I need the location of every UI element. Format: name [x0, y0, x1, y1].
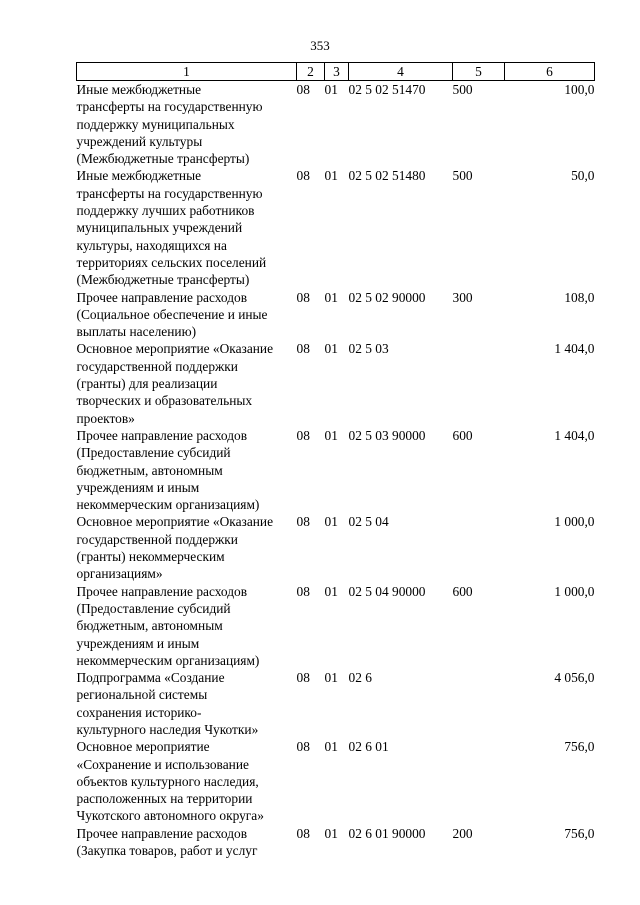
column-header: 5	[453, 63, 505, 81]
row-name: Иные межбюджетные трансферты на государственную поддержку муниципальных учреждений культуры (Межбюджетные трансферты)	[76, 82, 263, 167]
page-number: 353	[310, 38, 330, 53]
row-expense-type	[453, 513, 505, 582]
row-amount: 50,0	[571, 168, 595, 184]
row-amount: 100,0	[564, 82, 595, 97]
budget-table	[76, 62, 595, 859]
row-amount: 756,0	[564, 825, 595, 841]
column-header: 6	[505, 63, 595, 81]
row-expense-type: 300	[452, 289, 473, 305]
row-section-code: 08	[296, 82, 310, 97]
row-expense-type	[453, 340, 505, 426]
table-row	[77, 427, 595, 513]
row-amount: 756,0	[564, 739, 595, 755]
row-name: Прочее направление расходов (Предоставление субсидий бюджетным, автономным учреждениям и иным некоммерческим организациям)	[76, 427, 260, 513]
row-section-code: 08	[296, 514, 310, 530]
row-subsection-code: 01	[324, 739, 338, 755]
row-name: Основное мероприятие «Сохранение и использование объектов культурного наследия, расположенных на территории Чукотского автономного округа»	[76, 739, 264, 824]
row-subsection-code: 01	[324, 514, 338, 530]
table-row	[77, 81, 595, 168]
row-section-code: 08	[296, 289, 310, 305]
row-target-code: 02 5 03	[348, 341, 389, 357]
table-row	[77, 738, 595, 824]
row-section-code: 08	[296, 341, 310, 357]
row-section-code: 08	[296, 739, 310, 755]
column-header: 1	[77, 63, 297, 81]
row-subsection-code: 01	[324, 168, 338, 184]
row-amount: 4 056,0	[554, 670, 595, 686]
row-expense-type: 600	[452, 583, 473, 599]
row-amount: 1 404,0	[554, 341, 595, 357]
row-name: Подпрограмма «Создание региональной системы сохранения историко- культурного наследия Чукотки»	[76, 670, 259, 737]
row-expense-type: 500	[452, 168, 473, 184]
row-expense-type	[453, 738, 505, 824]
row-subsection-code: 01	[324, 583, 338, 599]
table-row	[77, 340, 595, 426]
row-name: Основное мероприятие «Оказание государственной поддержки (гранты) некоммерческим организациям»	[76, 514, 274, 582]
row-name: Прочее направление расходов (Социальное обеспечение и иные выплаты населению)	[76, 289, 268, 340]
row-target-code: 02 6 01 90000	[348, 825, 426, 841]
row-section-code: 08	[296, 825, 310, 841]
table-row	[77, 825, 595, 860]
row-section-code: 08	[296, 670, 310, 686]
table-row	[77, 513, 595, 582]
row-amount: 108,0	[564, 289, 595, 305]
row-amount: 1 404,0	[554, 427, 595, 443]
table-row	[77, 167, 595, 288]
row-amount: 1 000,0	[554, 583, 595, 599]
row-target-code: 02 5 03 90000	[348, 427, 426, 443]
row-name: Прочее направление расходов (Закупка товаров, работ и услуг	[76, 825, 258, 859]
row-section-code: 08	[296, 168, 310, 184]
row-subsection-code: 01	[324, 670, 338, 686]
table-header-row	[77, 63, 595, 81]
row-expense-type: 200	[452, 825, 473, 841]
row-target-code: 02 5 02 51470	[348, 82, 426, 97]
row-subsection-code: 01	[324, 427, 338, 443]
row-target-code: 02 5 04	[348, 514, 389, 530]
row-expense-type	[453, 669, 505, 738]
row-name: Иные межбюджетные трансферты на государственную поддержку лучших работников муниципальных учреждений культуры, находящихся на территориях сельских поселений (Межбюджетные трансферты)	[76, 168, 267, 288]
row-subsection-code: 01	[324, 82, 338, 97]
row-expense-type: 600	[452, 427, 473, 443]
row-target-code: 02 5 02 90000	[348, 289, 426, 305]
row-subsection-code: 01	[324, 341, 338, 357]
row-target-code: 02 6	[348, 670, 372, 686]
row-name: Основное мероприятие «Оказание государственной поддержки (гранты) для реализации творческих и образовательных проектов»	[76, 341, 274, 426]
row-subsection-code: 01	[324, 289, 338, 305]
table-row	[77, 289, 595, 341]
row-target-code: 02 5 02 51480	[348, 168, 426, 184]
table-row	[77, 583, 595, 669]
table-row	[77, 669, 595, 738]
row-expense-type: 500	[452, 82, 473, 97]
row-subsection-code: 01	[324, 825, 338, 841]
column-header: 3	[325, 63, 349, 81]
row-section-code: 08	[296, 427, 310, 443]
column-header: 4	[349, 63, 453, 81]
row-amount: 1 000,0	[554, 514, 595, 530]
row-target-code: 02 6 01	[348, 739, 389, 755]
row-section-code: 08	[296, 583, 310, 599]
row-target-code: 02 5 04 90000	[348, 583, 426, 599]
row-name: Прочее направление расходов (Предоставление субсидий бюджетным, автономным учреждениям и иным некоммерческим организациям)	[76, 583, 260, 668]
column-header: 2	[297, 63, 325, 81]
